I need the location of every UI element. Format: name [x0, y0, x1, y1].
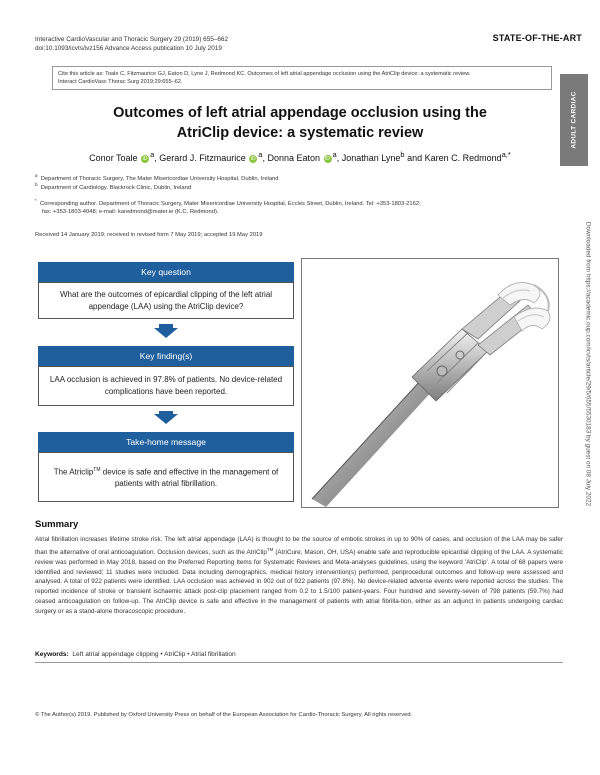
author-list: [40, 150, 560, 163]
section-label: STATE-OF-THE-ART: [492, 33, 582, 43]
cite-box: [52, 66, 552, 90]
section-side-tab: [560, 74, 588, 166]
summary-text: [35, 535, 563, 616]
keywords: [35, 651, 563, 663]
author-name: , Jonathan Lyne: [336, 153, 401, 163]
flow-arrow-down: [154, 414, 178, 424]
author-affil-mark: a: [258, 150, 263, 159]
author-name: , Gerard J. Fitzmaurice: [154, 153, 246, 163]
take-home-heading: Take-home message: [38, 432, 294, 452]
affiliation-b: [35, 181, 540, 192]
corresponding-line-2: fax: +353-1803-4048; e-mail: karedmond@mater.ie (K.C. Redmond).: [42, 208, 219, 215]
keywords-label: Keywords:: [35, 651, 69, 658]
download-note-text: Downloaded from https://academic.oup.com/icvts/article/29/5/655/5530183 by guest on 08 July 2022: [584, 221, 592, 507]
orcid-icon[interactable]: iD: [250, 155, 256, 162]
journal-header: [35, 35, 228, 53]
corresponding-line-1: Corresponding author. Department of Thoracic Surgery, Mater Misericordiae University Hospital, Eccles Street, Dublin, Ireland. Tel: +353-1803-2162;: [40, 200, 421, 207]
key-findings-section: [38, 346, 294, 406]
title-line-1: Outcomes of left atrial appendage occlusion using the: [113, 105, 487, 121]
trademark-mark: TM: [266, 546, 274, 552]
take-home-body: [38, 452, 294, 502]
take-home-text-cont: device is safe and effective in the management of patients with atrial fibrillation.: [100, 467, 279, 489]
affiliation-mark: a: [35, 173, 38, 178]
author-affil-mark: a,*: [501, 150, 511, 159]
received-dates: Received 14 January 2019; received in revised form 7 May 2019; accepted 19 May 2019: [35, 232, 263, 238]
affiliation-text: Department of Cardiology, Blackrock Clinic, Dublin, Ireland: [40, 184, 192, 191]
cite-line-1: Cite this article as: Toale C, Fitzmaurice GJ, Eaton D, Lyne J, Redmond KC. Outcomes of left atrial appendage occlusion using the AtriClip device: a systematic review.: [58, 71, 471, 77]
key-question-section: [38, 262, 294, 319]
orcid-icon[interactable]: iD: [142, 155, 148, 162]
key-findings-heading: Key finding(s): [38, 346, 294, 366]
orcid-icon[interactable]: iD: [325, 155, 330, 162]
download-note: [583, 214, 593, 514]
take-home-text: The Atriclip: [53, 467, 94, 477]
take-home-section: [38, 432, 294, 502]
author-affil-mark: a: [332, 150, 337, 159]
key-question-heading: Key question: [38, 262, 294, 282]
copyright-footer: © The Author(s) 2019. Published by Oxford University Press on behalf of the European Association for Cardio-Thoracic Surgery. All rights reserved.: [35, 712, 413, 718]
author-name: Conor Toale: [89, 153, 138, 163]
summary-body: Atrial fibrillation increases lifetime stroke risk. The left atrial appendage (LAA) is thought to be the source of embolic strokes in up to 90% of cases, and occlusion of the LAA may be safer than the alternative of oral anticoagulation. Occlusion devices, such as the AtriClip: [35, 536, 563, 556]
doi-line: doi:10.1093/icvts/ivz156 Advance Access publication 10 July 2019: [35, 45, 222, 52]
author-affil-mark: a: [150, 150, 155, 159]
cite-line-2: Interact CardioVasc Thorac Surg 2019;29:655–62.: [58, 79, 183, 85]
key-findings-body: LAA occlusion is achieved in 97.8% of patients. No device-related complications have been reported.: [38, 366, 294, 406]
flow-arrow-down: [154, 328, 178, 338]
author-name: and Karen C. Redmond: [404, 153, 502, 163]
author-name: , Donna Eaton: [262, 153, 320, 163]
author-affil-mark: b: [400, 150, 405, 159]
corresponding-author: [35, 197, 540, 216]
affiliation-text: Department of Thoracic Surgery, The Mater Misericordiae University Hospital, Dublin, Ireland: [40, 175, 279, 182]
atriclip-device-illustration: [302, 259, 558, 507]
key-question-body: What are the outcomes of epicardial clipping of the left atrial appendage (LAA) using the AtriClip device?: [38, 282, 294, 319]
summary-heading: Summary: [35, 519, 79, 530]
summary-body-cont: (AtriCure, Mason, OH, USA) enable safe and reproducible epicardial clipping of the LAA. A systematic review was performed in May 2018, based on the Preferred Reporting Items for Systematic Reviews and Meta-analyses guidelines, using the keyword 'AtriClip'. A total of 68 papers were identified and reviewed; 11 studies were included. Data including demographics, medical history intervention(s) performed, periprocedural outcomes and follow-up were assessed and analysed. A total of 922 patients were identified. LAA occlusion was achieved in 902 out of 922 patients (97.8%). No device-related adverse events were reported across the studies. The reported incidence of stroke or transient ischaemic attack post-clip placement ranged from 0.2 to 1.5/100 patient-years. Four hundred and seventy-seven of 798 patients (59.7%) had ceased anticoagulation on follow-up. The AtriClip device is safe and effective in the management of patients with atrial fibrilla-tion, either as an adjunct in patients undergoing cardiac surgery or as a stand-alone thoracoscopic procedure.: [35, 548, 563, 615]
article-title: [60, 103, 540, 143]
affiliation-mark: b: [35, 182, 38, 187]
keywords-text: Left atrial appendage clipping • AtriClip • Atrial fibrillation: [72, 651, 236, 658]
corresponding-mark: *: [35, 198, 37, 203]
trademark-mark: TM: [93, 466, 101, 473]
side-tab-label: ADULT CARDIAC: [570, 91, 578, 149]
device-photo: [301, 258, 559, 508]
journal-citation-line: Interactive CardioVascular and Thoracic Surgery 29 (2019) 655–662: [35, 36, 229, 43]
title-line-2: AtriClip device: a systematic review: [176, 125, 424, 141]
